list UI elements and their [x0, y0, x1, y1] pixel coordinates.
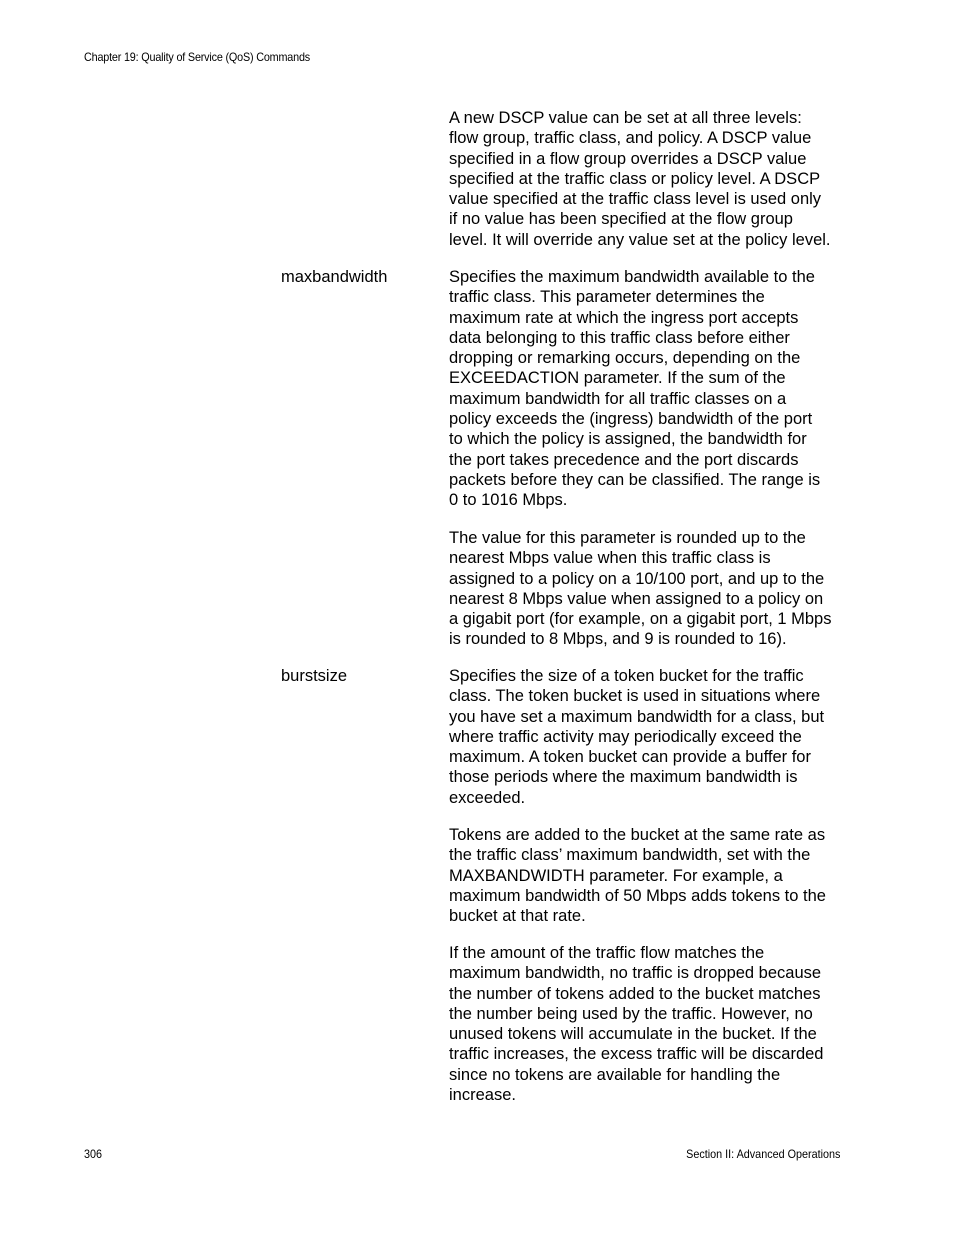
- text-line: EXCEEDACTION parameter. If the sum of the: [449, 369, 786, 388]
- text-line: maximum bandwidth, no traffic is dropped because: [449, 964, 822, 983]
- text-line: maximum. A token bucket can provide a buffer for: [449, 748, 811, 767]
- text-line: the port takes precedence and the port discards: [449, 450, 799, 469]
- text-line: 0 to 1016 Mbps.: [449, 491, 568, 510]
- text-line: the number of tokens added to the bucket matches: [449, 984, 821, 1003]
- text-line: the number being used by the traffic. However, no: [449, 1004, 813, 1023]
- text-line: MAXBANDWIDTH parameter. For example, a: [449, 866, 783, 885]
- burstsize-description: [449, 666, 849, 808]
- text-line: bucket at that rate.: [449, 907, 586, 926]
- text-line: the traffic class’ maximum bandwidth, set with the: [449, 846, 811, 865]
- text-line: is rounded to 8 Mbps, and 9 is rounded to 16).: [449, 630, 787, 649]
- text-line: increase.: [449, 1086, 516, 1105]
- text-line: where traffic activity may periodically exceed the: [449, 727, 802, 746]
- text-line: exceeded.: [449, 788, 526, 807]
- maxbandwidth-description: [449, 267, 849, 511]
- text-line: packets before they can be classified. The range is: [449, 470, 821, 489]
- text-line: data belonging to this traffic class before either: [449, 328, 790, 347]
- maxbandwidth-rounding-note: [449, 528, 849, 650]
- text-line: maximum bandwidth of 50 Mbps adds tokens to the: [449, 886, 826, 905]
- text-line: traffic class. This parameter determines the: [449, 288, 765, 307]
- running-footer-section: Section II: Advanced Operations: [685, 1147, 840, 1161]
- text-line: policy exceeds the (ingress) bandwidth of the port: [449, 410, 813, 429]
- text-line: Specifies the maximum bandwidth available to the: [449, 268, 815, 286]
- text-line: maximum bandwidth for all traffic classes on a: [449, 389, 787, 408]
- text-line: nearest 8 Mbps value when assigned to a policy on: [449, 589, 824, 608]
- text-line: assigned to a policy on a 10/100 port, and up to the: [449, 569, 825, 588]
- text-line: specified at the traffic class or policy level. A DSCP: [449, 169, 821, 188]
- burstsize-token-note: [449, 825, 849, 926]
- param-label-burstsize: burstsize: [281, 667, 348, 685]
- text-line: those periods where the maximum bandwidth is: [449, 768, 798, 787]
- page-number: 306: [84, 1147, 103, 1161]
- text-line: If the amount of the traffic flow matches the: [449, 944, 765, 962]
- text-line: you have set a maximum bandwidth for a class, but: [449, 707, 825, 726]
- text-line: A new DSCP value can be set at all three levels:: [449, 109, 802, 127]
- text-line: The value for this parameter is rounded up to the: [449, 529, 806, 547]
- text-line: nearest Mbps value when this traffic class is: [449, 549, 771, 568]
- text-line: since no tokens are available for handling the: [449, 1065, 781, 1084]
- burstsize-traffic-note: [449, 943, 849, 1105]
- text-line: maximum rate at which the ingress port accepts: [449, 308, 799, 327]
- text-line: unused tokens will accumulate in the bucket. If the: [449, 1025, 817, 1044]
- param-label-maxbandwidth: maxbandwidth: [281, 268, 388, 286]
- text-line: level. It will override any value set at the policy level.: [449, 230, 831, 249]
- text-line: Specifies the size of a token bucket for the traffic: [449, 667, 804, 685]
- text-line: value specified at the traffic class level is used only: [449, 190, 822, 209]
- text-line: if no value has been specified at the flow group: [449, 210, 793, 229]
- dscp-description: [449, 108, 849, 250]
- text-line: to which the policy is assigned, the bandwidth for: [449, 430, 807, 449]
- text-line: a gigabit port (for example, on a gigabit port, 1 Mbps: [449, 610, 832, 629]
- text-line: class. The token bucket is used in situations where: [449, 687, 821, 706]
- text-line: specified in a flow group overrides a DSCP value: [449, 149, 807, 168]
- text-line: flow group, traffic class, and policy. A DSCP value: [449, 129, 812, 148]
- running-header: Chapter 19: Quality of Service (QoS) Commands: [84, 50, 310, 64]
- text-line: dropping or remarking occurs, depending on the: [449, 349, 801, 368]
- text-line: traffic increases, the excess traffic will be discarded: [449, 1045, 824, 1064]
- text-line: Tokens are added to the bucket at the same rate as: [449, 826, 826, 844]
